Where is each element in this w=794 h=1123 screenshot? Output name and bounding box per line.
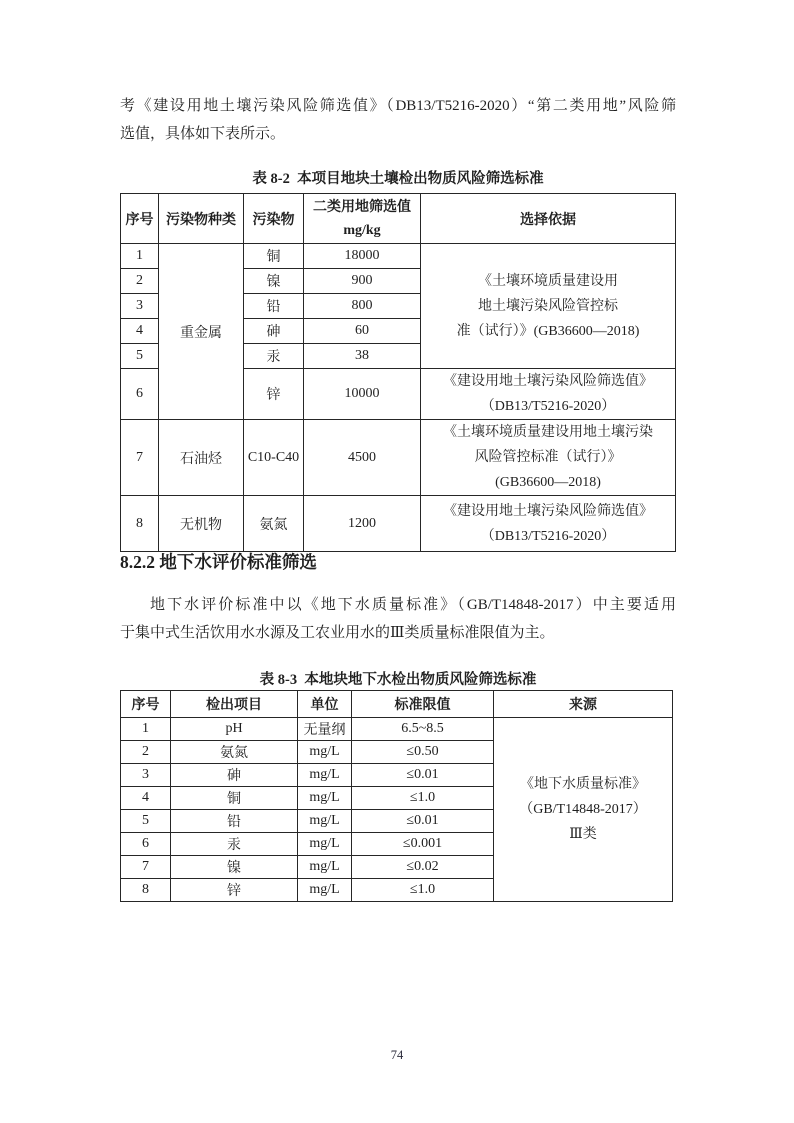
cell-value: 18000 xyxy=(304,244,421,269)
cell-value: 38 xyxy=(304,344,421,369)
source-line: 《地下水质量标准》 xyxy=(520,777,646,792)
cell-value: 1200 xyxy=(304,496,421,552)
table-row xyxy=(121,718,673,741)
cell-value: 800 xyxy=(304,294,421,319)
header-pollutant: 污染物 xyxy=(244,194,304,244)
cell-pollutant: 氨氮 xyxy=(244,496,304,552)
cell-value: 4500 xyxy=(304,420,421,496)
cell-value: 900 xyxy=(304,269,421,294)
table-8-2 xyxy=(120,193,676,552)
cell-value: 60 xyxy=(304,319,421,344)
cell-unit: 无量纲 xyxy=(298,718,352,741)
cell-item: 锌 xyxy=(171,879,298,902)
table-row xyxy=(121,244,676,269)
cell-category-inorganic: 无机物 xyxy=(159,496,244,552)
cell-unit: mg/L xyxy=(298,879,352,902)
table-8-2-header-row xyxy=(121,194,676,244)
cell-item: pH xyxy=(171,718,298,741)
cell-limit: ≤0.001 xyxy=(352,833,494,856)
cell-limit: ≤0.50 xyxy=(352,741,494,764)
cell-seq: 2 xyxy=(121,269,159,294)
cell-basis-gb36600 xyxy=(421,244,676,369)
section-paragraph xyxy=(120,591,676,647)
table-8-3-header-row xyxy=(121,691,673,718)
cell-pollutant: 汞 xyxy=(244,344,304,369)
basis-line: 《土壤环境质量建设用 xyxy=(478,273,618,289)
basis-line: 《土壤环境质量建设用地土壤污染 xyxy=(443,425,653,440)
intro-line-2: 选值，具体如下表所示。 xyxy=(120,126,286,142)
basis-line: （DB13/T5216-2020） xyxy=(480,528,616,544)
cell-unit: mg/L xyxy=(298,741,352,764)
cell-item: 镍 xyxy=(171,856,298,879)
section-paragraph-line-1: 地下水评价标准中以《地下水质量标准》（GB/T14848-2017）中主要适用 xyxy=(150,597,676,613)
header-source: 来源 xyxy=(494,691,673,718)
section-heading: 8.2.2 地下水评价标准筛选 xyxy=(120,552,317,572)
cell-basis-gb36600 xyxy=(421,420,676,496)
cell-category-petroleum: 石油烃 xyxy=(159,420,244,496)
cell-unit: mg/L xyxy=(298,787,352,810)
cell-value: 10000 xyxy=(304,369,421,420)
basis-line: 地土壤污染风险管控标 xyxy=(478,298,618,314)
basis-line: (GB36600—2018) xyxy=(495,475,601,490)
cell-seq: 1 xyxy=(121,244,159,269)
cell-pollutant: 镍 xyxy=(244,269,304,294)
header-seq: 序号 xyxy=(121,194,159,244)
cell-limit: ≤1.0 xyxy=(352,879,494,902)
cell-seq: 5 xyxy=(121,810,171,833)
basis-line: 风险管控标准（试行）》 xyxy=(474,450,622,465)
basis-line: （DB13/T5216-2020） xyxy=(480,399,616,414)
header-detected-item: 检出项目 xyxy=(171,691,298,718)
table-8-3 xyxy=(120,690,673,902)
cell-unit: mg/L xyxy=(298,810,352,833)
cell-unit: mg/L xyxy=(298,856,352,879)
header-basis: 选择依据 xyxy=(421,194,676,244)
cell-item: 铅 xyxy=(171,810,298,833)
header-unit: 单位 xyxy=(298,691,352,718)
table-row xyxy=(121,420,676,496)
header-screening-value-unit: mg/kg xyxy=(343,222,381,238)
cell-category-heavy-metal: 重金属 xyxy=(159,244,244,420)
cell-item: 砷 xyxy=(171,764,298,787)
intro-paragraph xyxy=(120,92,676,148)
table-row xyxy=(121,496,676,552)
cell-item: 氨氮 xyxy=(171,741,298,764)
page-number: 74 xyxy=(390,1048,404,1062)
cell-seq: 4 xyxy=(121,787,171,810)
cell-basis-db13 xyxy=(421,369,676,420)
header-seq: 序号 xyxy=(121,691,171,718)
cell-limit: ≤0.02 xyxy=(352,856,494,879)
cell-unit: mg/L xyxy=(298,833,352,856)
basis-line: 《建设用地土壤污染风险筛选值》 xyxy=(443,503,653,519)
cell-pollutant: 锌 xyxy=(244,369,304,420)
basis-line: 《建设用地土壤污染风险筛选值》 xyxy=(443,374,653,389)
header-pollutant-category: 污染物种类 xyxy=(159,194,244,244)
cell-seq: 3 xyxy=(121,294,159,319)
cell-seq: 5 xyxy=(121,344,159,369)
cell-item: 铜 xyxy=(171,787,298,810)
header-screening-value-line1: 二类用地筛选值 xyxy=(313,199,411,215)
cell-seq: 6 xyxy=(121,369,159,420)
header-screening-value xyxy=(304,194,421,244)
basis-line: 准（试行）》(GB36600—2018) xyxy=(456,323,640,339)
section-paragraph-line-2: 于集中式生活饮用水水源及工农业用水的Ⅲ类质量标准限值为主。 xyxy=(120,625,555,641)
cell-unit: mg/L xyxy=(298,764,352,787)
cell-pollutant: 铅 xyxy=(244,294,304,319)
cell-seq: 3 xyxy=(121,764,171,787)
cell-limit: ≤0.01 xyxy=(352,810,494,833)
table-8-3-title: 表 8-3 本地块地下水检出物质风险筛选标准 xyxy=(259,672,537,688)
source-line: （GB/T14848-2017） xyxy=(519,802,647,817)
cell-limit: ≤0.01 xyxy=(352,764,494,787)
cell-pollutant: 铜 xyxy=(244,244,304,269)
table-8-2-title: 表 8-2 本项目地块土壤检出物质风险筛选标准 xyxy=(252,171,544,187)
cell-seq: 7 xyxy=(121,420,159,496)
cell-seq: 2 xyxy=(121,741,171,764)
cell-seq: 8 xyxy=(121,496,159,552)
cell-item: 汞 xyxy=(171,833,298,856)
intro-line-1: 考《建设用地土壤污染风险筛选值》（DB13/T5216-2020）“第二类用地”风险筛 xyxy=(120,98,676,114)
cell-seq: 8 xyxy=(121,879,171,902)
cell-pollutant: C10-C40 xyxy=(244,420,304,496)
cell-seq: 1 xyxy=(121,718,171,741)
cell-pollutant: 砷 xyxy=(244,319,304,344)
cell-seq: 6 xyxy=(121,833,171,856)
header-standard-limit: 标准限值 xyxy=(352,691,494,718)
cell-limit: ≤1.0 xyxy=(352,787,494,810)
cell-source-gbt14848 xyxy=(494,718,673,902)
cell-seq: 7 xyxy=(121,856,171,879)
cell-basis-db13 xyxy=(421,496,676,552)
cell-limit: 6.5~8.5 xyxy=(352,718,494,741)
cell-seq: 4 xyxy=(121,319,159,344)
source-line: Ⅲ类 xyxy=(569,827,597,842)
